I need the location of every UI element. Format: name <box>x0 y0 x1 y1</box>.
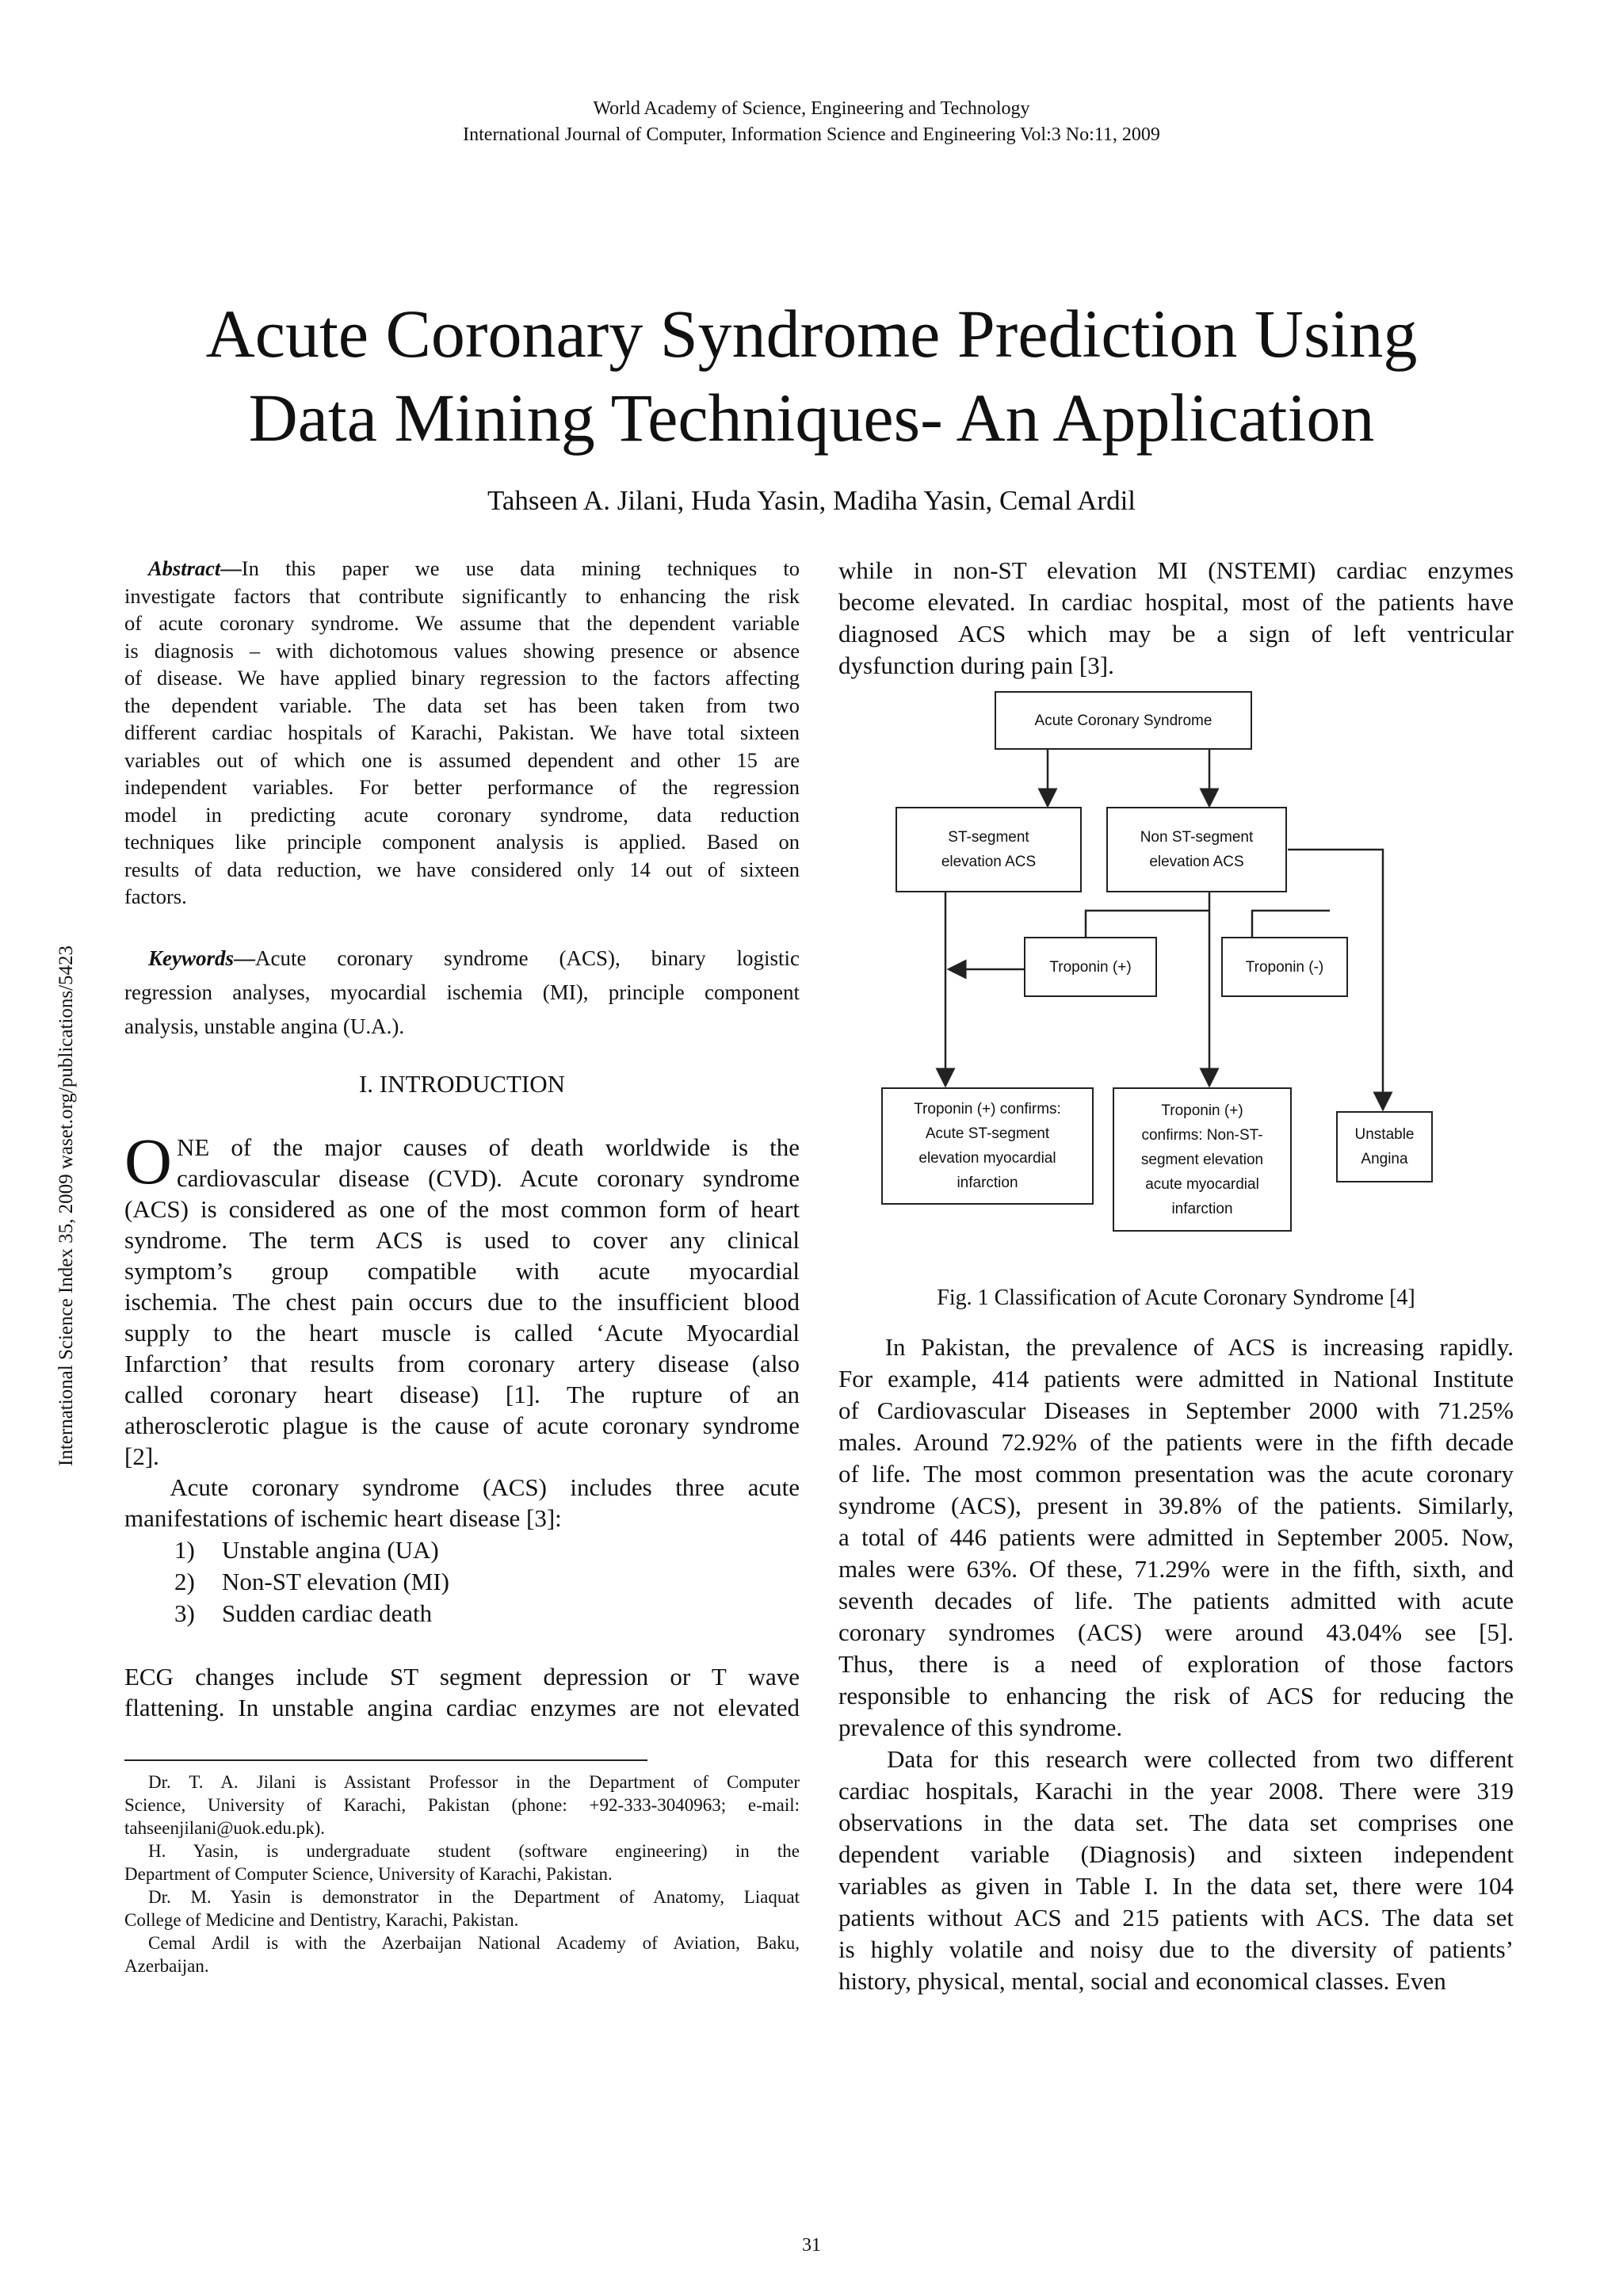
intro-line: manifestations of ischemic heart disease [3]: <box>124 1504 562 1532</box>
intro-line: Acute coronary syndrome (ACS) includes three acute <box>124 1473 800 1501</box>
abstract-line: model in predicting acute coronary syndrome, data reduction <box>124 802 800 827</box>
intro-line: called coronary heart disease) [1]. The rupture of an <box>124 1381 800 1408</box>
right-body-line: Thus, there is a need of exploration of those factors <box>838 1650 1514 1678</box>
footnote-line: Science, University of Karachi, Pakistan (phone: +92-333-3040963; e-mail: <box>124 1795 800 1815</box>
intro-line: (ACS) is considered as one of the most common form of heart <box>124 1195 800 1223</box>
abstract-line: investigate factors that contribute significantly to enhancing the risk <box>124 583 800 608</box>
abstract-line: different cardiac hospitals of Karachi, Pakistan. We have total sixteen <box>124 720 800 744</box>
abstract-line: factors. <box>124 884 187 908</box>
abstract-line: techniques like principle component analysis is applied. Based on <box>124 830 800 854</box>
right-body-line: of Cardiovascular Diseases in September 2000 with 71.25% <box>838 1396 1514 1424</box>
right-body-line: cardiac hospitals, Karachi in the year 2008. There were 319 <box>838 1777 1514 1805</box>
ecg-paragraph <box>124 1661 800 1723</box>
intro-line: ischemia. The chest pain occurs due to the insufficient blood <box>124 1288 800 1316</box>
abstract-line: the dependent variable. The data set has been taken from two <box>124 693 800 717</box>
list-item-number: 3) <box>174 1599 195 1627</box>
section-heading-introduction: I. INTRODUCTION <box>358 1070 566 1098</box>
journal-header-line2: International Journal of Computer, Information Science and Engineering Vol:3 No:11, 2009 <box>463 124 1160 145</box>
abstract-line: is diagnosis – with dichotomous values showing presence or absence <box>124 638 800 663</box>
acs-classification-figure <box>896 691 1450 1246</box>
right-body-line: For example, 414 patients were admitted in National Institute <box>838 1365 1514 1392</box>
abstract-line: of disease. We have applied binary regression to the factors affecting <box>124 666 800 690</box>
right-body-line: males. Around 72.92% of the patients were in the fifth decade <box>838 1428 1514 1456</box>
footnote-line: Cemal Ardil is with the Azerbaijan National Academy of Aviation, Baku, <box>148 1933 800 1953</box>
right-body-line: In Pakistan, the prevalence of ACS is increasing rapidly. <box>838 1333 1514 1361</box>
right-top-line: while in non-ST elevation MI (NSTEMI) cardiac enzymes <box>838 556 1514 584</box>
node-confirm-st-elevation-mi: Troponin (+) confirms: Acute ST-segment elevation myocardial infarction <box>881 1087 1094 1205</box>
right-body-line: history, physical, mental, social and economical classes. Even <box>838 1967 1446 1995</box>
right-body-line: prevalence of this syndrome. <box>838 1713 1123 1741</box>
right-body-line: males were 63%. Of these, 71.29% were in the fifth, sixth, and <box>838 1555 1514 1583</box>
drop-cap: O <box>124 1125 172 1198</box>
line-troppos-branch <box>1086 911 1209 937</box>
right-body-line: syndrome (ACS), present in 39.8% of the patients. Similarly, <box>838 1492 1514 1519</box>
abstract <box>124 555 800 911</box>
abstract-text: In this paper we use data mining techniques to <box>241 556 800 580</box>
right-body-line: is highly volatile and noisy due to the diversity of patients’ <box>838 1935 1514 1963</box>
right-top-line: become elevated. In cardiac hospital, most of the patients have <box>838 588 1514 616</box>
line-tropneg-branch <box>1252 911 1330 937</box>
right-top-line: dysfunction during pain [3]. <box>838 651 1114 679</box>
title-line-1: Acute Coronary Syndrome Prediction Using <box>205 296 1418 372</box>
author-footnotes <box>124 1771 800 1977</box>
keywords <box>124 942 800 1044</box>
footnote-line: H. Yasin, is undergraduate student (software engineering) in the <box>148 1841 800 1861</box>
list-item-text: Unstable angina (UA) <box>222 1536 439 1564</box>
introduction-text <box>124 1125 800 1534</box>
intro-line: supply to the heart muscle is called ‘Acute Myocardial <box>124 1319 800 1347</box>
node-confirm-non-st-elevation-mi: Troponin (+) confirms: Non-ST- segment elevation acute myocardial infarction <box>1113 1087 1292 1232</box>
right-column-top-text <box>838 555 1514 682</box>
abstract-label: Abstract <box>148 556 221 580</box>
node-unstable-angina: Unstable Angina <box>1336 1111 1433 1182</box>
footnote-line: Department of Computer Science, University of Karachi, Pakistan. <box>124 1864 613 1884</box>
title-line-2: Data Mining Techniques- An Application <box>248 380 1375 456</box>
keywords-line <box>124 942 800 976</box>
page-number: 31 <box>802 2235 821 2256</box>
node-non-st-elevation-acs: Non ST-segment elevation ACS <box>1106 807 1287 892</box>
keywords-text: Acute coronary syndrome (ACS), binary logistic <box>255 946 800 970</box>
abstract-dash: — <box>220 556 242 580</box>
intro-line: Infarction’ that results from coronary artery disease (also <box>124 1350 800 1377</box>
figure-caption: Fig. 1 Classification of Acute Coronary Syndrome [4] <box>937 1286 1415 1310</box>
list-item-text: Non-ST elevation (MI) <box>222 1568 449 1595</box>
footnote-rule <box>124 1759 647 1761</box>
ecg-line: flattening. In unstable angina cardiac enzymes are not elevated <box>124 1694 800 1721</box>
right-body-line: patients without ACS and 215 patients with ACS. The data set <box>838 1904 1514 1931</box>
footnote-line: College of Medicine and Dentistry, Karachi, Pakistan. <box>124 1910 519 1930</box>
right-top-line: diagnosed ACS which may be a sign of left ventricular <box>838 620 1514 648</box>
list-item <box>174 1534 449 1566</box>
list-item <box>174 1566 449 1598</box>
intro-line: atherosclerotic plague is the cause of acute coronary syndrome <box>124 1412 800 1439</box>
right-body-line: Data for this research were collected from two different <box>838 1745 1514 1773</box>
node-troponin-negative: Troponin (-) <box>1221 937 1348 997</box>
authors: Tahseen A. Jilani, Huda Yasin, Madiha Yasin, Cemal Ardil <box>487 485 1136 516</box>
node-acute-coronary-syndrome: Acute Coronary Syndrome <box>995 691 1252 750</box>
list-item-text: Sudden cardiac death <box>222 1599 433 1627</box>
right-body-line: a total of 446 patients were admitted in September 2005. Now, <box>838 1523 1514 1551</box>
abstract-line: variables out of which one is assumed dependent and other 15 are <box>124 747 800 772</box>
footnote-line: Dr. M. Yasin is demonstrator in the Department of Anatomy, Liaquat <box>148 1887 800 1907</box>
keywords-label: Keywords <box>148 946 234 970</box>
abstract-line: independent variables. For better performance of the regression <box>124 775 800 799</box>
intro-line: NE of the major causes of death worldwide is the <box>176 1133 800 1161</box>
right-column-body <box>838 1331 1514 1997</box>
intro-line: [2]. <box>124 1442 159 1470</box>
right-body-line: responsible to enhancing the risk of ACS for reducing the <box>838 1682 1514 1710</box>
intro-line: syndrome. The term ACS is used to cover any clinical <box>124 1226 800 1254</box>
list-item <box>174 1598 449 1629</box>
abstract-line: of acute coronary syndrome. We assume that the dependent variable <box>124 611 800 635</box>
paper-title <box>0 292 1623 460</box>
node-st-elevation-acs: ST-segment elevation ACS <box>896 807 1082 892</box>
abstract-line <box>124 555 800 583</box>
keywords-line: analysis, unstable angina (U.A.). <box>124 1014 405 1038</box>
intro-line: symptom’s group compatible with acute myocardial <box>124 1257 800 1285</box>
journal-header-line1: World Academy of Science, Engineering and Technology <box>593 98 1030 119</box>
right-body-line: of life. The most common presentation was the acute coronary <box>838 1460 1514 1488</box>
abstract-line: results of data reduction, we have considered only 14 out of sixteen <box>124 857 800 881</box>
list-item-number: 1) <box>174 1536 195 1564</box>
acs-manifestations-list <box>174 1534 449 1629</box>
footnote-line: Azerbaijan. <box>124 1956 209 1976</box>
right-body-line: observations in the data set. The data set comprises one <box>838 1809 1514 1836</box>
side-index-label: International Science Index 35, 2009 waset.org/publications/5423 <box>55 945 77 1466</box>
right-body-line: dependent variable (Diagnosis) and sixteen independent <box>838 1840 1514 1868</box>
ecg-line: ECG changes include ST segment depression or T wave <box>124 1663 800 1690</box>
keywords-line: regression analyses, myocardial ischemia (MI), principle component <box>124 980 800 1004</box>
footnote-line: tahseenjilani@uok.edu.pk). <box>124 1818 326 1838</box>
footnote-line: Dr. T. A. Jilani is Assistant Professor in the Department of Computer <box>148 1772 800 1792</box>
intro-line: cardiovascular disease (CVD). Acute coronary syndrome <box>176 1164 800 1192</box>
right-body-line: coronary syndromes (ACS) were around 43.04% see [5]. <box>838 1618 1514 1646</box>
right-body-line: seventh decades of life. The patients admitted with acute <box>838 1587 1514 1614</box>
keywords-dash: — <box>234 946 255 970</box>
node-troponin-positive: Troponin (+) <box>1024 937 1157 997</box>
list-item-number: 2) <box>174 1568 195 1595</box>
right-body-line: variables as given in Table I. In the data set, there were 104 <box>838 1872 1514 1900</box>
